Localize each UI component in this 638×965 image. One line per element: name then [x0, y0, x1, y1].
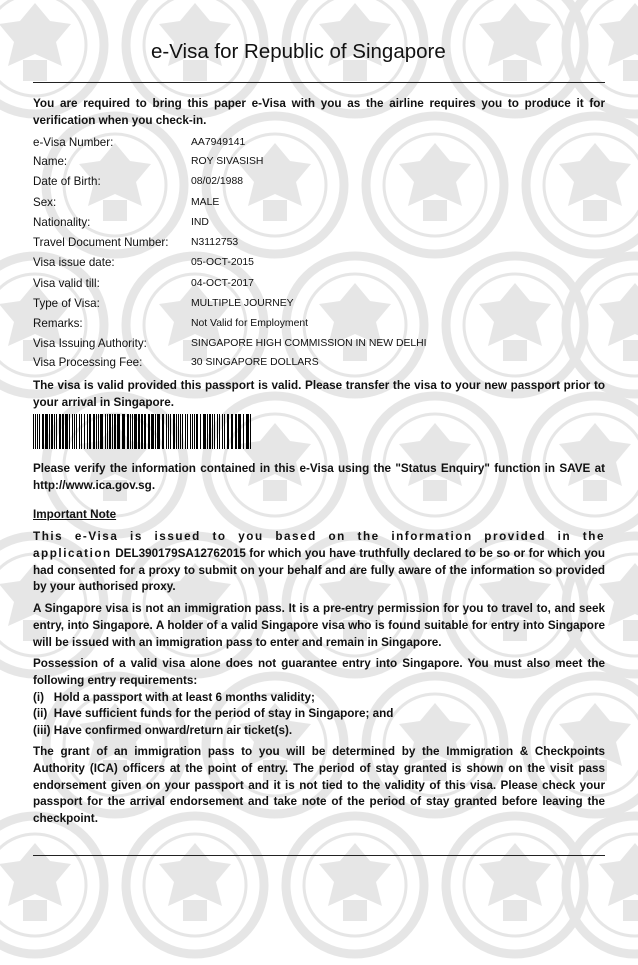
field-label: Visa Processing Fee:	[33, 356, 143, 369]
field-row	[33, 337, 605, 357]
validity-notice: The visa is valid provided this passport is valid. Please transfer the visa to your new passport prior to your arrival in Singapore.	[33, 379, 605, 409]
field-row	[33, 175, 605, 195]
requirement-item: (iii) Have confirmed onward/return air ticket(s).	[33, 724, 293, 738]
field-row	[33, 136, 605, 156]
field-value: 08/02/1988	[191, 176, 244, 187]
field-row	[33, 356, 605, 376]
field-value: 04-OCT-2017	[191, 278, 254, 289]
field-value: MULTIPLE JOURNEY	[191, 298, 294, 309]
note-para-1-lead: This e-Visa is issued to you based on the information provided in the application	[33, 530, 605, 560]
entry-requirements	[33, 656, 605, 740]
field-value: N3112753	[191, 237, 239, 248]
field-label: Type of Visa:	[33, 297, 100, 310]
field-value: 05-OCT-2015	[191, 257, 254, 268]
field-value: ROY SIVASISH	[191, 156, 264, 167]
field-row	[33, 297, 605, 317]
field-value: AA7949141	[191, 137, 246, 148]
field-label: Name:	[33, 155, 68, 168]
page-title: e-Visa for Republic of Singapore	[151, 40, 446, 63]
field-row	[33, 236, 605, 256]
field-row	[33, 256, 605, 276]
barcode	[33, 414, 252, 449]
field-value: MALE	[191, 197, 220, 208]
note-para-1-rest: DEL390179SA12762015 for which you have truthfully declared to be so or for which you had consented for a proxy to submit on your behalf and are fully aware of the information so provided by your authorised proxy.	[33, 546, 605, 594]
important-note-para-4: The grant of an immigration pass to you will be determined by the Immigration & Checkpoints Authority (ICA) officers at the point of entry. The period of stay granted is shown on the visit pass endorsement given on your passport and it is not tied to the validity of this visa. Please check your passport for the arrival endorsement and take note of the period of stay granted before leaving the checkpoint.	[33, 745, 605, 826]
entry-requirements-intro: Possession of a valid visa alone does not guarantee entry into Singapore. You must also meet the following entry requirements:	[33, 657, 605, 687]
field-row	[33, 277, 605, 297]
field-label: Nationality:	[33, 216, 91, 229]
requirement-item: (i) Hold a passport with at least 6 months validity;	[33, 690, 315, 704]
important-note-para-2: A Singapore visa is not an immigration pass. It is a pre-entry permission for you to travel to, and seek entry, into Singapore. A holder of a valid Singapore visa who is found suitable for entry into Singapore will be issued with an immigration pass to enter and remain in Singapore.	[33, 602, 605, 649]
field-label: Sex:	[33, 196, 57, 209]
field-label: Visa Issuing Authority:	[33, 337, 147, 350]
field-label: Visa valid till:	[33, 277, 100, 290]
field-label: Travel Document Number:	[33, 236, 169, 249]
intro-notice: You are required to bring this paper e-Visa with you as the airline requires you to produce it for verification when you check-in.	[33, 97, 605, 127]
important-note-heading: Important Note	[33, 508, 117, 521]
field-row	[33, 155, 605, 175]
verify-notice: Please verify the information contained in this e-Visa using the "Status Enquiry" function in SAVE at http://www.ica.gov.sg.	[33, 462, 605, 492]
field-value: Not Valid for Employment	[191, 318, 309, 329]
field-label: Date of Birth:	[33, 175, 101, 188]
top-divider	[33, 82, 605, 83]
important-note-para-1	[33, 529, 605, 596]
field-label: e-Visa Number:	[33, 136, 114, 149]
field-label: Visa issue date:	[33, 256, 115, 269]
field-value: 30 SINGAPORE DOLLARS	[191, 357, 319, 368]
requirement-item: (ii) Have sufficient funds for the period of stay in Singapore; and	[33, 707, 394, 721]
field-value: SINGAPORE HIGH COMMISSION IN NEW DELHI	[191, 338, 427, 349]
field-label: Remarks:	[33, 317, 83, 330]
field-value: IND	[191, 217, 209, 228]
bottom-divider	[33, 855, 605, 856]
field-row	[33, 317, 605, 337]
field-row	[33, 196, 605, 216]
barcode-image	[33, 414, 252, 449]
field-row	[33, 216, 605, 236]
